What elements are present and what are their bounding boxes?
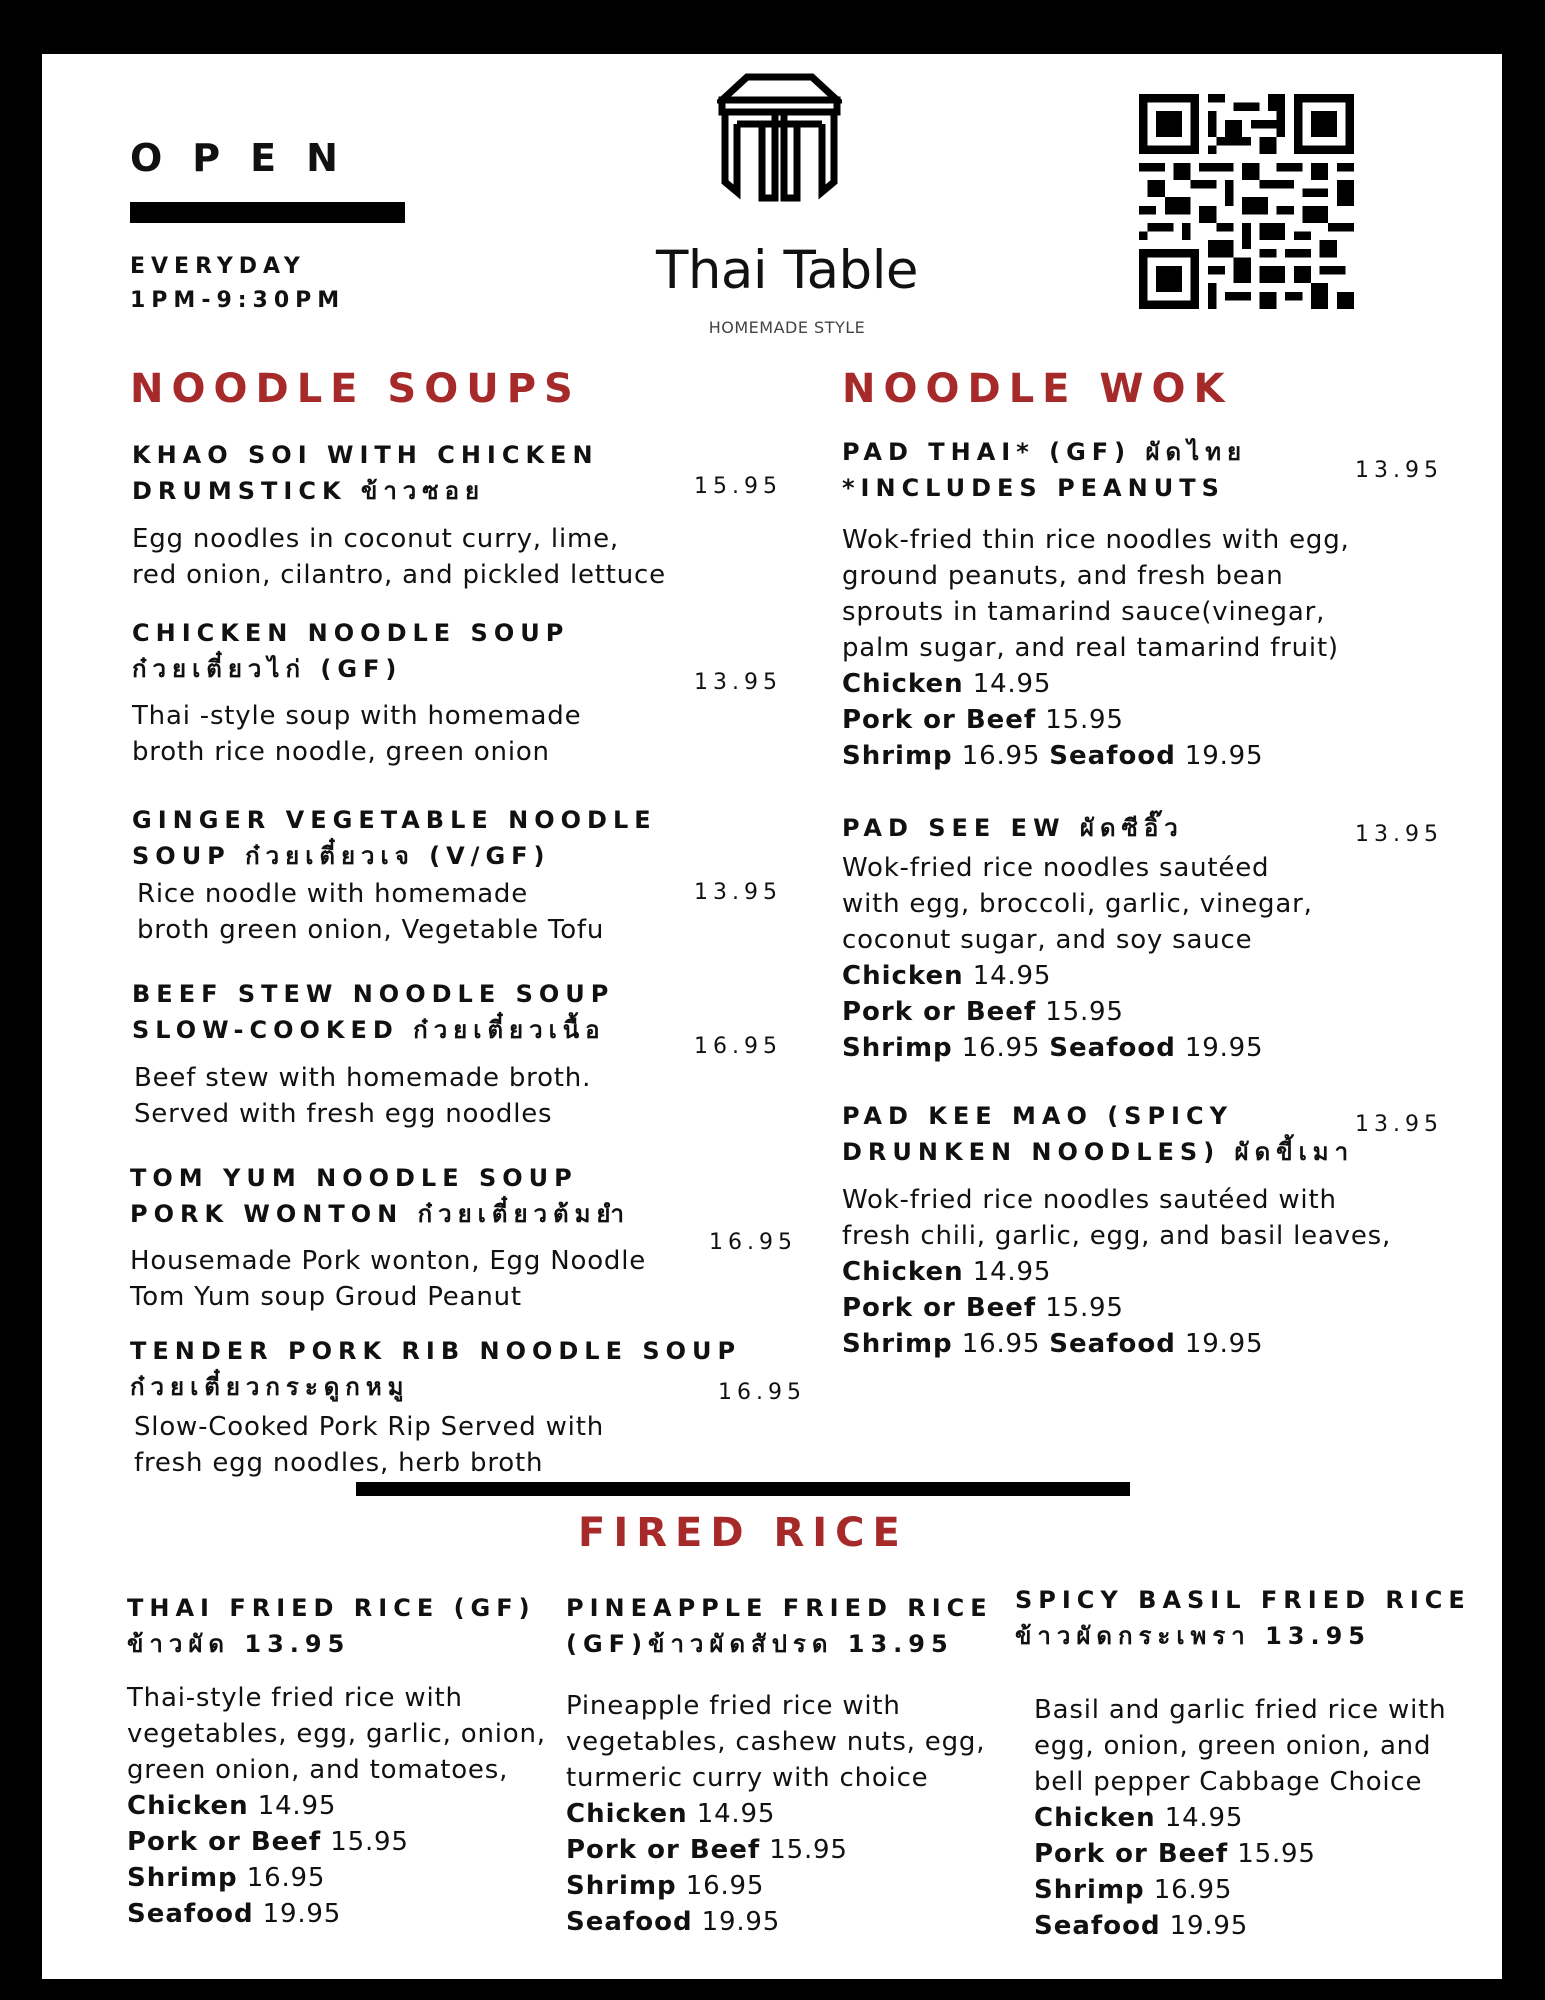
hours-days: EVERYDAY: [130, 254, 306, 279]
item-description: Basil and garlic fried rice with egg, onion, green onion, and bell pepper Cabbage Choice Chicken 14.95 Pork or Beef 15.95 Shrimp 16.95 Seafood 19.95: [1034, 1692, 1446, 1944]
open-divider-bar: [130, 202, 405, 223]
option-pork-or-beef: Pork or Beef 15.95: [842, 997, 1124, 1027]
option-pork-or-beef: Pork or Beef 15.95: [1034, 1839, 1316, 1869]
option-chicken: Chicken 14.95: [842, 961, 1052, 991]
item-description: Egg noodles in coconut curry, lime, red onion, cilantro, and pickled lettuce: [132, 524, 666, 590]
item-price: 15.95: [694, 474, 782, 499]
option-shrimp-seafood: Shrimp 16.95 Seafood 19.95: [842, 1033, 1264, 1063]
opening-hours: [130, 250, 345, 318]
option-chicken: Chicken 14.95: [127, 1791, 337, 1821]
option-seafood: Seafood 19.95: [1034, 1911, 1249, 1941]
qr-code[interactable]: [1139, 94, 1354, 309]
option-chicken: Chicken 14.95: [842, 669, 1052, 699]
option-pork-or-beef: Pork or Beef 15.95: [842, 705, 1124, 735]
item-price: 13.95: [694, 880, 782, 905]
menu-item-chicken-noodle-soup: [132, 615, 569, 687]
option-pork-or-beef: Pork or Beef 15.95: [127, 1827, 409, 1857]
option-shrimp: Shrimp 16.95: [566, 1871, 765, 1901]
option-seafood: Seafood 19.95: [566, 1907, 781, 1937]
item-description: Pineapple fried rice with vegetables, cashew nuts, egg, turmeric curry with choice Chicken 14.95 Pork or Beef 15.95 Shrimp 16.95 Seafood 19.95: [566, 1688, 985, 1940]
option-chicken: Chicken 14.95: [566, 1799, 776, 1829]
item-price: 13.95: [1355, 458, 1443, 483]
option-seafood: Seafood 19.95: [127, 1899, 342, 1929]
item-price: 16.95: [694, 1034, 782, 1059]
item-price: 13.95: [1355, 822, 1443, 847]
menu-item-beef-stew-soup: [132, 976, 614, 1048]
option-shrimp: Shrimp 16.95: [1034, 1875, 1233, 1905]
item-description: Rice noodle with homemade broth green onion, Vegetable Tofu: [137, 879, 605, 945]
item-description: Housemade Pork wonton, Egg Noodle Tom Yum soup Groud Peanut: [130, 1246, 647, 1312]
item-name: KHAO SOI WITH CHICKEN DRUMSTICK ข้าวซอย: [132, 441, 599, 505]
option-chicken: Chicken 14.95: [842, 1257, 1052, 1287]
menu-page: [42, 54, 1502, 1979]
menu-item-tom-yum-soup: [130, 1160, 630, 1232]
item-price: 13.95: [1355, 1112, 1443, 1137]
menu-item-pad-thai: PAD THAI* (GF) ผัดไทย *INCLUDES PEANUTS: [842, 438, 1248, 502]
option-chicken: Chicken 14.95: [1034, 1803, 1244, 1833]
item-price: 16.95: [709, 1230, 797, 1255]
item-price: 13.95: [694, 670, 782, 695]
option-shrimp: Shrimp 16.95: [127, 1863, 326, 1893]
item-name: TOM YUM NOODLE SOUP PORK WONTON ก๋วยเตี๋ยวต้มยำ: [130, 1164, 630, 1228]
menu-item-pad-kee-mao: PAD KEE MAO (SPICY DRUNKEN NOODLES) ผัดขี้เมา: [842, 1102, 1355, 1166]
noodle-soups-heading: NOODLE SOUPS: [130, 366, 581, 412]
menu-item-thai-fried-rice: THAI FRIED RICE (GF) ข้าวผัด 13.95: [127, 1594, 536, 1658]
menu-item-pad-see-ew: PAD SEE EW ผัดซีอิ๊ว: [842, 814, 1184, 842]
item-description: Wok-fried rice noodles sautéed with fresh chili, garlic, egg, and basil leaves, Chicken 14.95 Pork or Beef 15.95 Shrimp 16.95 Seafood 19.95: [842, 1182, 1391, 1362]
noodle-wok-heading: NOODLE WOK: [842, 366, 1233, 412]
option-pork-or-beef: Pork or Beef 15.95: [842, 1293, 1124, 1323]
menu-item-spicy-basil-fried-rice: SPICY BASIL FRIED RICE ข้าวผัดกระเพรา 13.95: [1015, 1586, 1471, 1650]
item-name: CHICKEN NOODLE SOUP ก๋วยเตี๋ยวไก่ (GF): [132, 619, 570, 683]
menu-item-pineapple-fried-rice: PINEAPPLE FRIED RICE (GF)ข้าวผัดสัปรด 13.95: [566, 1594, 993, 1658]
item-description: Wok-fried thin rice noodles with egg, ground peanuts, and fresh bean sprouts in tamarind sauce(vinegar, palm sugar, and real tamarind fruit) Chicken 14.95 Pork or Beef 15.95 Shrimp 16.95 Seafood 19.95: [842, 522, 1350, 774]
fried-rice-heading: FIRED RICE: [578, 1510, 908, 1556]
open-heading: OPEN: [130, 136, 368, 180]
item-description: Wok-fried rice noodles sautéed with egg, broccoli, garlic, vinegar, coconut sugar, and soy sauce Chicken 14.95 Pork or Beef 15.95 Shrimp 16.95 Seafood 19.95: [842, 850, 1313, 1066]
menu-item-pork-rib-soup: [130, 1333, 741, 1405]
section-divider: [356, 1482, 1130, 1496]
item-description: Thai -style soup with homemade broth rice noodle, green onion: [132, 701, 582, 767]
item-description: Slow-Cooked Pork Rip Served with fresh egg noodles, herb broth: [134, 1412, 604, 1478]
item-price: 16.95: [718, 1380, 806, 1405]
option-shrimp-seafood: Shrimp 16.95 Seafood 19.95: [842, 1329, 1264, 1359]
hours-time: 1PM-9:30PM: [130, 288, 346, 313]
item-name: BEEF STEW NOODLE SOUP SLOW-COOKED ก๋วยเตี๋ยวเนื้อ: [132, 980, 615, 1044]
brand-tagline: HOMEMADE STYLE: [708, 318, 866, 337]
option-pork-or-beef: Pork or Beef 15.95: [566, 1835, 848, 1865]
brand-name: Thai Table: [655, 240, 919, 301]
item-name: TENDER PORK RIB NOODLE SOUP ก๋วยเตี๋ยวกระดูกหมู: [130, 1337, 742, 1401]
menu-item-ginger-vegetable-soup: [132, 802, 657, 874]
table-logo-icon: [717, 72, 842, 202]
menu-item-khao-soi: [132, 437, 599, 509]
option-shrimp-seafood: Shrimp 16.95 Seafood 19.95: [842, 741, 1264, 771]
item-name: GINGER VEGETABLE NOODLE SOUP ก๋วยเตี๋ยวเจ (V/GF): [132, 806, 657, 870]
item-description: Thai-style fried rice with vegetables, egg, garlic, onion, green onion, and tomatoes, Chicken 14.95 Pork or Beef 15.95 Shrimp 16.95 Seafood 19.95: [127, 1680, 546, 1932]
item-description: Beef stew with homemade broth. Served with fresh egg noodles: [134, 1063, 592, 1129]
